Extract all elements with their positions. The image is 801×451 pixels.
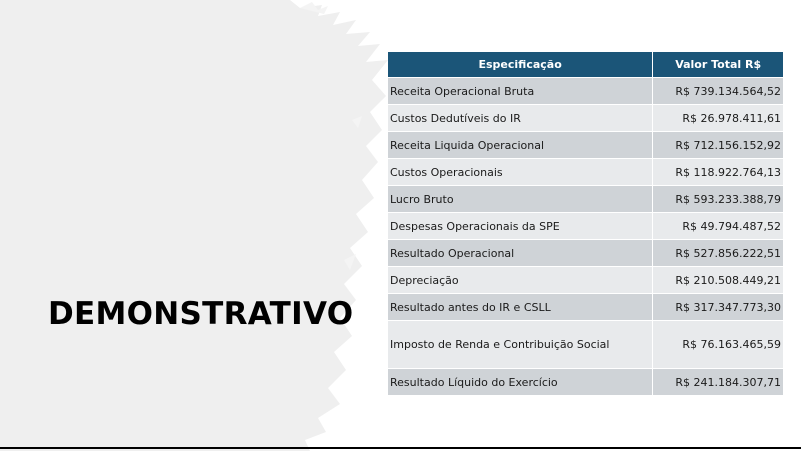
- row-label: Depreciação: [388, 267, 653, 294]
- row-value: R$ 49.794.487,52: [653, 213, 783, 240]
- table-header-row: [388, 52, 783, 78]
- row-label: Resultado Operacional: [388, 240, 653, 267]
- column-header-total-value: Valor Total R$: [653, 52, 783, 78]
- table-row: [388, 105, 783, 132]
- table-row: [388, 132, 783, 159]
- row-value: R$ 26.978.411,61: [653, 105, 783, 132]
- table-row: [388, 369, 783, 396]
- row-value: R$ 210.508.449,21: [653, 267, 783, 294]
- table-row: [388, 159, 783, 186]
- row-value: R$ 739.134.564,52: [653, 78, 783, 105]
- row-label: Resultado antes do IR e CSLL: [388, 294, 653, 321]
- table-row: [388, 78, 783, 105]
- row-value: R$ 76.163.465,59: [653, 321, 783, 369]
- row-label: Imposto de Renda e Contribuição Social: [388, 321, 653, 369]
- row-value: R$ 712.156.152,92: [653, 132, 783, 159]
- bottom-border-line: [0, 447, 801, 449]
- row-value: R$ 527.856.222,51: [653, 240, 783, 267]
- financial-statement-table: [388, 52, 783, 396]
- row-label: Receita Operacional Bruta: [388, 78, 653, 105]
- row-value: R$ 593.233.388,79: [653, 186, 783, 213]
- table-row: [388, 267, 783, 294]
- row-label: Resultado Líquido do Exercício: [388, 369, 653, 396]
- row-label: Despesas Operacionais da SPE: [388, 213, 653, 240]
- table-row: [388, 240, 783, 267]
- slide-title: DEMONSTRATIVO: [48, 296, 354, 332]
- table-row: [388, 321, 783, 369]
- row-value: R$ 118.922.764,13: [653, 159, 783, 186]
- row-label: Custos Operacionais: [388, 159, 653, 186]
- table-row: [388, 213, 783, 240]
- row-value: R$ 317.347.773,30: [653, 294, 783, 321]
- row-label: Receita Liquida Operacional: [388, 132, 653, 159]
- row-value: R$ 241.184.307,71: [653, 369, 783, 396]
- row-label: Lucro Bruto: [388, 186, 653, 213]
- table-row: [388, 186, 783, 213]
- table-row: [388, 294, 783, 321]
- column-header-specification: Especificação: [388, 52, 653, 78]
- row-label: Custos Dedutíveis do IR: [388, 105, 653, 132]
